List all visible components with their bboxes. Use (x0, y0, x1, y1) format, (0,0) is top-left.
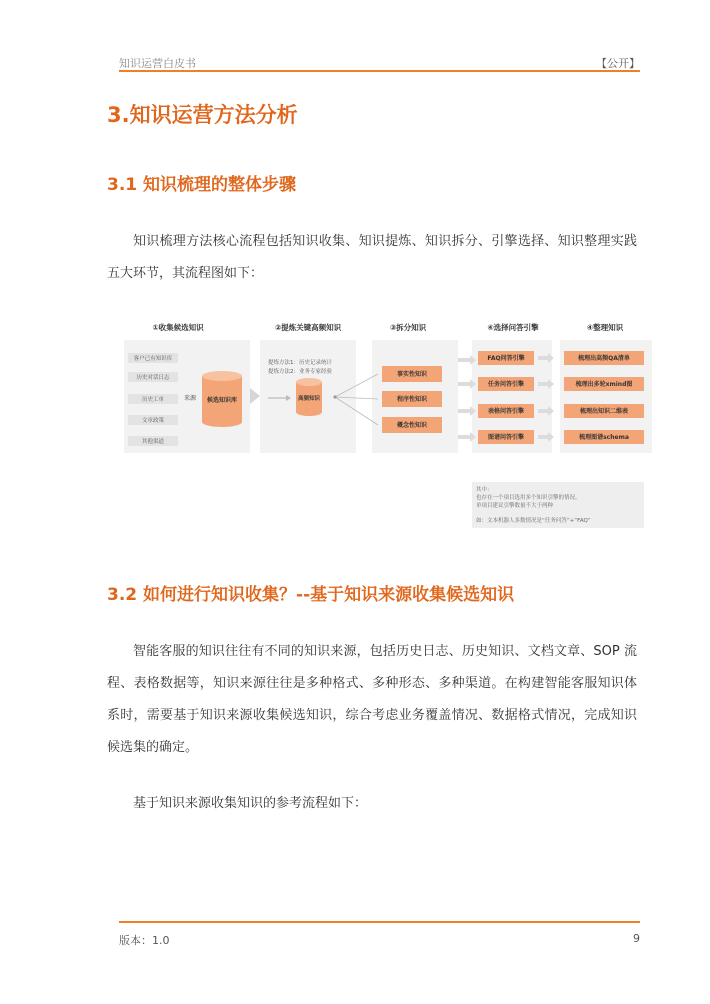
note-line: 其中： (476, 487, 493, 493)
step-title: ②提炼关键高频知识 (274, 323, 342, 332)
source-label: 文章政策 (141, 418, 165, 424)
note-line: 单项目建议引擎数量不大于两种 (476, 503, 554, 509)
source-arrow-label: 来源 (183, 395, 197, 402)
paragraph-3-2-flow: 基于知识来源收集知识的参考流程如下： (133, 796, 368, 811)
engine-label: FAQ问答引擎 (487, 355, 525, 362)
refine-method: 提炼方法1：历史记录统计 (268, 360, 333, 366)
split-type: 概念性知识 (396, 422, 428, 429)
engine-label: 图谱问答引擎 (487, 434, 525, 441)
paragraph-3-1: 知识梳理方法核心流程包括知识收集、知识提炼、知识拆分、引擎选择、知识整理实践五大环节，其流程图如下： (107, 234, 637, 281)
source-label: 历史对话日志 (136, 375, 170, 381)
knowledge-flowchart (120, 318, 655, 530)
header-doc-title: 知识运营白皮书 (119, 57, 196, 70)
source-label: 历史工单 (141, 397, 165, 403)
refine-method: 提炼方法2：业务专家经验 (268, 369, 333, 375)
high-frequency-db-label: 高频知识 (297, 396, 321, 402)
output-label: 梳理出高频QA清单 (578, 355, 630, 362)
output-label: 梳理图谱schema (579, 434, 629, 441)
split-type: 事实性知识 (396, 371, 428, 378)
header-classification: 【公开】 (596, 57, 640, 70)
subsection-title-3-2: 3.2 如何进行知识收集？--基于知识来源收集候选知识 (107, 585, 515, 605)
header-divider (119, 70, 640, 72)
step-title: ④选择问答引擎 (487, 323, 539, 332)
step-title: ①收集候选知识 (152, 323, 204, 332)
note-line: 如：文本机器人多数情况是“任务问答”+“FAQ” (476, 518, 591, 524)
source-label: 其他渠道 (141, 439, 165, 445)
engine-label: 任务问答引擎 (487, 381, 525, 388)
step-title: ③拆分知识 (389, 323, 427, 332)
candidate-db-label: 候选知识库 (206, 397, 238, 404)
engine-label: 表格问答引擎 (487, 408, 525, 415)
step-title: ④整理知识 (586, 323, 624, 332)
page-number: 9 (633, 932, 640, 945)
footer-divider (119, 921, 640, 923)
footer-version: 版本：1.0 (119, 934, 170, 947)
split-type: 程序性知识 (396, 396, 428, 403)
section-title: 3.知识运营方法分析 (107, 103, 298, 127)
paragraph-3-2-intro: 智能客服的知识往往有不同的知识来源，包括历史日志、历史知识、文档文章、SOP 流程、表格数据等，知识来源往往是多种格式、多种形态、多种渠道。在构建智能客服知识体系时，需要基于知识来源收集候选知识，综合考虑业务覆盖情况、数据格式情况，完成知识候选集的确定。 (107, 644, 637, 755)
source-label: 客户已有知识库 (133, 356, 173, 362)
output-label: 梳理出多轮xmind图 (575, 381, 633, 388)
note-line: 也存在一个项目选用多个知识引擎的情况。 (476, 495, 581, 501)
output-label: 梳理出知识二维表 (579, 408, 629, 415)
subsection-title-3-1: 3.1 知识梳理的整体步骤 (107, 175, 297, 195)
